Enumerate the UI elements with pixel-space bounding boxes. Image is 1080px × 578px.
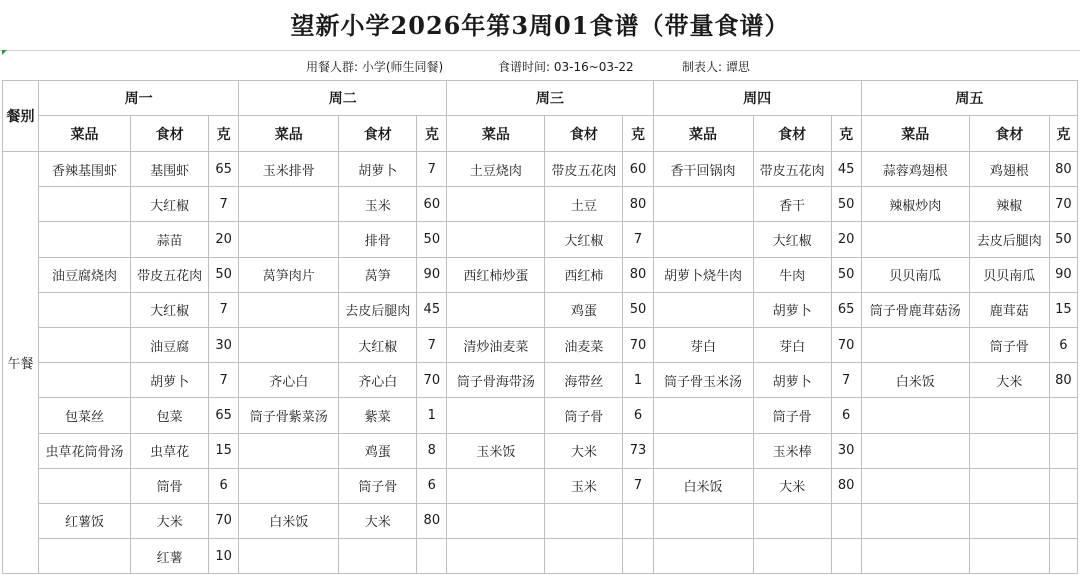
dish-cell: 玉米排骨	[239, 152, 339, 187]
dish-cell: 筒子骨海带汤	[447, 363, 545, 398]
ingredient-cell	[969, 468, 1049, 503]
grams-cell	[1049, 503, 1077, 538]
ingredient-cell	[753, 539, 831, 574]
grams-cell: 7	[417, 152, 447, 187]
grams-cell: 6	[209, 468, 239, 503]
ingredient-cell: 大红椒	[339, 327, 417, 362]
ingredient-cell: 大红椒	[545, 222, 623, 257]
ingredient-cell: 莴笋	[339, 257, 417, 292]
column-header-grams: 克	[417, 116, 447, 152]
ingredient-cell: 筒子骨	[753, 398, 831, 433]
grams-cell	[417, 539, 447, 574]
ingredient-cell: 大红椒	[131, 187, 209, 222]
author-label: 制表人: 谭思	[682, 60, 750, 74]
grams-cell: 45	[417, 292, 447, 327]
ingredient-cell	[753, 503, 831, 538]
ingredient-cell: 包菜	[131, 398, 209, 433]
column-header-grams: 克	[623, 116, 653, 152]
table-row	[3, 363, 1078, 398]
dish-cell: 玉米饭	[447, 433, 545, 468]
ingredient-cell: 牛肉	[753, 257, 831, 292]
grams-cell: 15	[1049, 292, 1077, 327]
day-header: 周五	[861, 81, 1077, 116]
day-header: 周二	[239, 81, 447, 116]
grams-cell: 50	[623, 292, 653, 327]
dish-cell	[39, 292, 131, 327]
dish-cell	[653, 503, 753, 538]
ingredient-cell	[545, 539, 623, 574]
grams-cell	[623, 503, 653, 538]
dish-cell	[39, 187, 131, 222]
ingredient-cell: 蒜苗	[131, 222, 209, 257]
grams-cell: 8	[417, 433, 447, 468]
ingredient-cell: 鸡蛋	[545, 292, 623, 327]
day-header: 周三	[447, 81, 653, 116]
dish-cell: 贝贝南瓜	[861, 257, 969, 292]
ingredient-cell: 油豆腐	[131, 327, 209, 362]
grams-cell	[831, 503, 861, 538]
grams-cell	[831, 539, 861, 574]
dish-cell: 土豆烧肉	[447, 152, 545, 187]
table-row	[3, 503, 1078, 538]
dish-cell	[653, 398, 753, 433]
column-header-dish: 菜品	[653, 116, 753, 152]
dish-cell: 虫草花筒骨汤	[39, 433, 131, 468]
column-header-dish: 菜品	[39, 116, 131, 152]
grams-cell: 70	[623, 327, 653, 362]
grams-cell: 65	[209, 152, 239, 187]
ingredient-cell: 大红椒	[131, 292, 209, 327]
dish-cell: 胡萝卜烧牛肉	[653, 257, 753, 292]
grams-cell: 70	[417, 363, 447, 398]
dish-cell	[447, 187, 545, 222]
dish-cell	[39, 539, 131, 574]
dish-cell	[447, 292, 545, 327]
dish-cell: 蒜蓉鸡翅根	[861, 152, 969, 187]
dish-cell	[447, 503, 545, 538]
grams-cell: 30	[831, 433, 861, 468]
ingredient-cell	[969, 503, 1049, 538]
grams-cell: 70	[831, 327, 861, 362]
column-header-ingredient: 食材	[753, 116, 831, 152]
dish-cell: 香干回锅肉	[653, 152, 753, 187]
dish-cell: 白米饭	[861, 363, 969, 398]
grams-cell: 80	[1049, 363, 1077, 398]
dish-cell: 包菜丝	[39, 398, 131, 433]
dish-cell	[239, 222, 339, 257]
dish-cell	[39, 468, 131, 503]
meta-row	[0, 58, 1080, 76]
ingredient-cell: 基围虾	[131, 152, 209, 187]
grams-cell: 7	[209, 292, 239, 327]
grams-cell	[1049, 398, 1077, 433]
table-row	[3, 222, 1078, 257]
ingredient-cell: 紫菜	[339, 398, 417, 433]
grams-cell: 10	[209, 539, 239, 574]
ingredient-cell: 鸡翅根	[969, 152, 1049, 187]
ingredient-cell: 香干	[753, 187, 831, 222]
ingredient-cell: 筒子骨	[545, 398, 623, 433]
grams-cell: 7	[209, 363, 239, 398]
grams-cell: 65	[209, 398, 239, 433]
grams-cell: 1	[623, 363, 653, 398]
dish-cell: 香辣基围虾	[39, 152, 131, 187]
dish-cell: 筒子骨紫菜汤	[239, 398, 339, 433]
dish-cell: 齐心白	[239, 363, 339, 398]
dish-cell: 芽白	[653, 327, 753, 362]
title-divider	[0, 50, 1080, 51]
dish-cell	[447, 539, 545, 574]
dish-cell	[861, 222, 969, 257]
dish-cell	[447, 222, 545, 257]
ingredient-cell: 大米	[753, 468, 831, 503]
column-header-dish: 菜品	[239, 116, 339, 152]
dish-cell	[39, 363, 131, 398]
ingredient-cell: 芽白	[753, 327, 831, 362]
dish-cell: 清炒油麦菜	[447, 327, 545, 362]
grams-cell: 50	[1049, 222, 1077, 257]
dish-cell: 筒子骨玉米汤	[653, 363, 753, 398]
grams-cell: 6	[417, 468, 447, 503]
ingredient-cell: 鹿茸菇	[969, 292, 1049, 327]
dish-cell	[861, 433, 969, 468]
dish-cell	[653, 433, 753, 468]
ingredient-cell: 虫草花	[131, 433, 209, 468]
ingredient-cell	[969, 398, 1049, 433]
table-row	[3, 398, 1078, 433]
dish-cell	[239, 468, 339, 503]
dish-cell	[239, 539, 339, 574]
grams-cell: 20	[209, 222, 239, 257]
grams-cell: 60	[417, 187, 447, 222]
ingredient-cell: 大米	[131, 503, 209, 538]
ingredient-cell	[969, 433, 1049, 468]
dish-cell	[861, 327, 969, 362]
dish-cell	[653, 539, 753, 574]
grams-cell	[623, 539, 653, 574]
dish-cell: 白米饭	[653, 468, 753, 503]
ingredient-cell: 胡萝卜	[753, 363, 831, 398]
ingredient-cell: 大红椒	[753, 222, 831, 257]
ingredient-cell	[969, 539, 1049, 574]
column-header-ingredient: 食材	[131, 116, 209, 152]
ingredient-cell: 去皮后腿肉	[969, 222, 1049, 257]
dish-cell	[861, 398, 969, 433]
dish-cell	[39, 327, 131, 362]
column-header-grams: 克	[209, 116, 239, 152]
cell-marker	[2, 50, 7, 55]
ingredient-cell: 西红柿	[545, 257, 623, 292]
dish-cell	[861, 539, 969, 574]
grams-cell: 7	[623, 222, 653, 257]
grams-cell: 50	[831, 257, 861, 292]
column-header-ingredient: 食材	[545, 116, 623, 152]
ingredient-cell: 红薯	[131, 539, 209, 574]
column-header-grams: 克	[1049, 116, 1077, 152]
dish-cell	[653, 292, 753, 327]
grams-cell	[1049, 433, 1077, 468]
period-label: 食谱时间: 03-16~03-22	[498, 60, 634, 74]
ingredient-cell: 油麦菜	[545, 327, 623, 362]
ingredient-cell: 齐心白	[339, 363, 417, 398]
grams-cell: 65	[831, 292, 861, 327]
ingredient-cell: 去皮后腿肉	[339, 292, 417, 327]
ingredient-cell: 大米	[339, 503, 417, 538]
grams-cell: 70	[209, 503, 239, 538]
column-header-ingredient: 食材	[969, 116, 1049, 152]
ingredient-cell: 筒子骨	[969, 327, 1049, 362]
menu-table	[2, 80, 1078, 574]
ingredient-cell: 胡萝卜	[339, 152, 417, 187]
dish-cell	[239, 327, 339, 362]
dish-cell: 白米饭	[239, 503, 339, 538]
column-header-dish: 菜品	[447, 116, 545, 152]
grams-cell: 70	[1049, 187, 1077, 222]
dish-cell: 辣椒炒肉	[861, 187, 969, 222]
grams-cell: 7	[623, 468, 653, 503]
grams-cell: 6	[1049, 327, 1077, 362]
ingredient-cell	[339, 539, 417, 574]
table-row	[3, 433, 1078, 468]
dish-cell: 筒子骨鹿茸菇汤	[861, 292, 969, 327]
ingredient-cell: 辣椒	[969, 187, 1049, 222]
ingredient-cell: 玉米	[339, 187, 417, 222]
ingredient-cell: 排骨	[339, 222, 417, 257]
grams-cell: 6	[623, 398, 653, 433]
column-header-ingredient: 食材	[339, 116, 417, 152]
dish-cell	[861, 468, 969, 503]
grams-cell: 7	[417, 327, 447, 362]
grams-cell: 7	[209, 187, 239, 222]
grams-cell: 80	[1049, 152, 1077, 187]
dish-cell	[239, 433, 339, 468]
dish-cell: 红薯饭	[39, 503, 131, 538]
grams-cell: 1	[417, 398, 447, 433]
grams-cell: 50	[417, 222, 447, 257]
grams-cell: 80	[623, 187, 653, 222]
grams-cell: 6	[831, 398, 861, 433]
diners-label: 用餐人群: 小学(师生同餐)	[306, 60, 444, 74]
ingredient-cell: 大米	[545, 433, 623, 468]
grams-cell: 80	[623, 257, 653, 292]
page-title: 望新小学2026年第3周01食谱（带量食谱）	[290, 11, 790, 40]
sub-header-row	[3, 116, 1078, 152]
dish-cell: 西红柿炒蛋	[447, 257, 545, 292]
ingredient-cell: 鸡蛋	[339, 433, 417, 468]
grams-cell: 73	[623, 433, 653, 468]
table-row	[3, 539, 1078, 574]
grams-cell: 7	[831, 363, 861, 398]
meal-name: 午餐	[3, 152, 39, 574]
ingredient-cell: 胡萝卜	[753, 292, 831, 327]
grams-cell: 15	[209, 433, 239, 468]
grams-cell: 60	[623, 152, 653, 187]
dish-cell	[861, 503, 969, 538]
grams-cell: 80	[831, 468, 861, 503]
ingredient-cell: 大米	[969, 363, 1049, 398]
table-row	[3, 152, 1078, 187]
grams-cell: 80	[417, 503, 447, 538]
ingredient-cell: 贝贝南瓜	[969, 257, 1049, 292]
ingredient-cell: 玉米	[545, 468, 623, 503]
table-row	[3, 468, 1078, 503]
ingredient-cell: 带皮五花肉	[753, 152, 831, 187]
grams-cell: 20	[831, 222, 861, 257]
ingredient-cell: 土豆	[545, 187, 623, 222]
dish-cell	[239, 187, 339, 222]
dish-cell: 油豆腐烧肉	[39, 257, 131, 292]
ingredient-cell: 带皮五花肉	[131, 257, 209, 292]
dish-cell	[653, 222, 753, 257]
table-row	[3, 187, 1078, 222]
ingredient-cell: 筒骨	[131, 468, 209, 503]
day-header: 周四	[653, 81, 861, 116]
ingredient-cell: 筒子骨	[339, 468, 417, 503]
column-header-dish: 菜品	[861, 116, 969, 152]
column-header-grams: 克	[831, 116, 861, 152]
dish-cell	[239, 292, 339, 327]
ingredient-cell: 带皮五花肉	[545, 152, 623, 187]
grams-cell: 90	[417, 257, 447, 292]
ingredient-cell: 胡萝卜	[131, 363, 209, 398]
grams-cell: 90	[1049, 257, 1077, 292]
dish-cell: 莴笋肉片	[239, 257, 339, 292]
grams-cell: 50	[209, 257, 239, 292]
table-row	[3, 292, 1078, 327]
table-row	[3, 327, 1078, 362]
dish-cell	[653, 187, 753, 222]
grams-cell	[1049, 468, 1077, 503]
day-header: 周一	[39, 81, 239, 116]
grams-cell: 30	[209, 327, 239, 362]
ingredient-cell: 海带丝	[545, 363, 623, 398]
dish-cell	[447, 468, 545, 503]
dish-cell	[447, 398, 545, 433]
table-row	[3, 257, 1078, 292]
ingredient-cell	[545, 503, 623, 538]
dish-cell	[39, 222, 131, 257]
ingredient-cell: 玉米棒	[753, 433, 831, 468]
menu-body	[3, 152, 1078, 574]
grams-cell: 45	[831, 152, 861, 187]
meal-header: 餐别	[3, 81, 39, 152]
grams-cell	[1049, 539, 1077, 574]
grams-cell: 50	[831, 187, 861, 222]
